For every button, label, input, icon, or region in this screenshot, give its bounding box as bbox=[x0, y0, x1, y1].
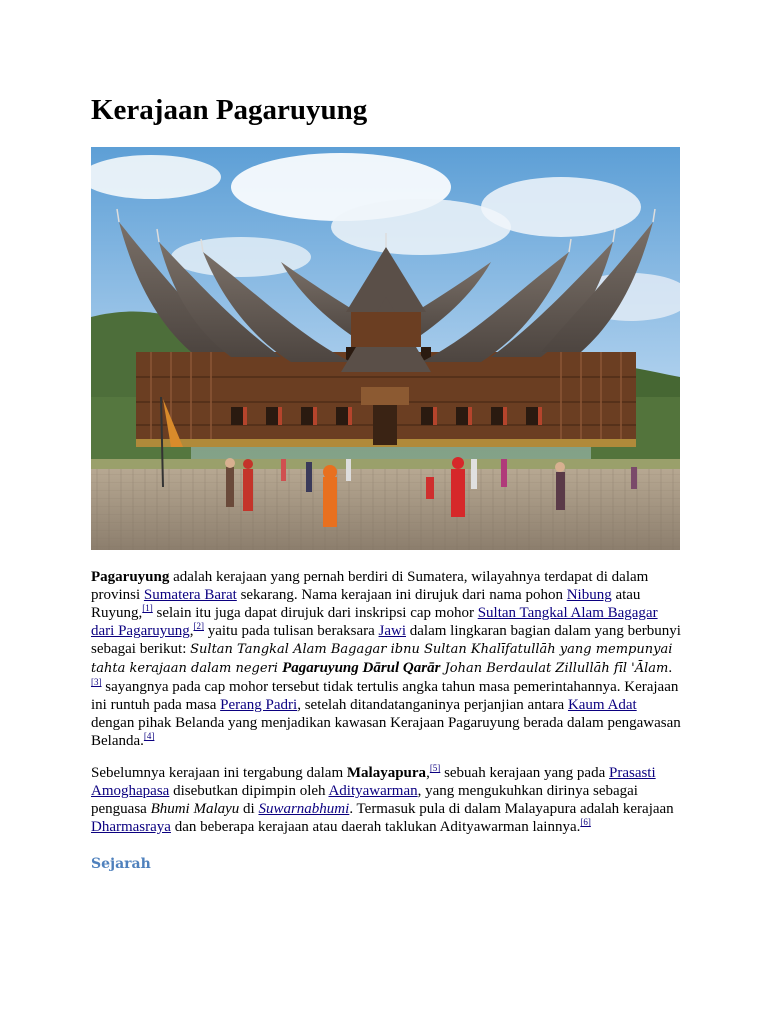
link-dharmasraya[interactable]: Dharmasraya bbox=[91, 819, 171, 835]
ref-3[interactable]: [3] bbox=[91, 677, 102, 687]
link-adityawarman[interactable]: Adityawarman bbox=[328, 783, 418, 799]
link-kaum-adat[interactable]: Kaum Adat bbox=[567, 697, 637, 713]
seal-inscription: Sultan Tangkal Alam Bagagar ibnu Sultan Khalīfatullāh yang mempunyai tahta kerajaan dalam negeri bbox=[91, 642, 673, 676]
text: sayangnya pada cap mohor tersebut tidak tertulis angka tahun masa pemerintahannya. Kerajaan ini runtuh pada masa bbox=[91, 679, 679, 713]
istano-basa-pagaruyung-photo bbox=[91, 147, 680, 550]
link-prasasti-amoghapasa[interactable]: Prasasti Amoghapasa bbox=[91, 765, 656, 799]
text: . bbox=[668, 660, 673, 676]
text: selain itu juga dapat dirujuk dari inskripsi cap mohor bbox=[152, 605, 478, 621]
text: yaitu pada tulisan beraksara bbox=[203, 623, 379, 639]
ref-5[interactable]: [5] bbox=[429, 763, 441, 773]
link-suwarnabhumi[interactable]: Suwarnabhumi bbox=[258, 801, 350, 817]
link-jawi[interactable]: Jawi bbox=[378, 623, 406, 639]
malayapura-paragraph bbox=[91, 764, 681, 836]
bold-term: Malayapura bbox=[346, 765, 427, 781]
link-nibung[interactable]: Nibung bbox=[566, 587, 612, 603]
text: di bbox=[239, 801, 259, 817]
seal-inscription-bold: Pagaruyung Dārul Qarār bbox=[282, 660, 441, 676]
text: sekarang. Nama kerajaan ini dirujuk dari nama pohon bbox=[236, 587, 567, 603]
link-perang-padri[interactable]: Perang Padri bbox=[220, 697, 298, 713]
ref-2[interactable]: [2] bbox=[193, 621, 204, 631]
text: . Termasuk pula di dalam Malayapura adalah kerajaan bbox=[349, 801, 674, 817]
ref-6[interactable]: [6] bbox=[580, 817, 591, 827]
text: , bbox=[189, 623, 194, 639]
bold-term: Pagaruyung bbox=[91, 569, 170, 585]
section-heading-sejarah: Sejarah bbox=[91, 856, 151, 872]
text: , setelah ditandatanganinya perjanjian antara bbox=[297, 697, 568, 713]
ref-1[interactable]: [1] bbox=[142, 603, 153, 613]
intro-paragraph bbox=[91, 568, 681, 750]
seal-inscription-end: Johan Berdaulat Zillullāh fīl 'Ālam bbox=[440, 661, 669, 676]
text: , yang mengukuhkan dirinya sebagai penguasa bbox=[91, 783, 638, 817]
text: Sebelumnya kerajaan ini tergabung dalam bbox=[91, 765, 347, 781]
text: dalam lingkaran bagian dalam yang berbunyi sebagai berikut: bbox=[91, 623, 681, 657]
text: adalah kerajaan yang pernah berdiri di Sumatera, wilayahnya terdapat di dalam provinsi bbox=[91, 569, 649, 603]
text: dengan pihak Belanda yang menjadikan kawasan Kerajaan Pagaruyung berada dalam pengawasan Belanda. bbox=[91, 715, 681, 749]
link-sultan-tangkal-alam-bagagar[interactable]: Sultan Tangkal Alam Bagagar dari Pagaruyung bbox=[91, 605, 658, 639]
text: atau Ruyung, bbox=[91, 587, 641, 621]
text: , bbox=[426, 765, 430, 781]
text: disebutkan dipimpin oleh bbox=[169, 783, 329, 799]
text: sebuah kerajaan yang pada bbox=[440, 765, 609, 781]
link-sumatera-barat[interactable]: Sumatera Barat bbox=[143, 587, 237, 603]
italic-term: Bhumi Malayu bbox=[150, 801, 240, 817]
text: dan beberapa kerajaan atau daerah taklukan Adityawarman lainnya. bbox=[170, 819, 581, 835]
page-title: Kerajaan Pagaruyung bbox=[91, 94, 368, 126]
ref-4[interactable]: [4] bbox=[143, 731, 155, 741]
